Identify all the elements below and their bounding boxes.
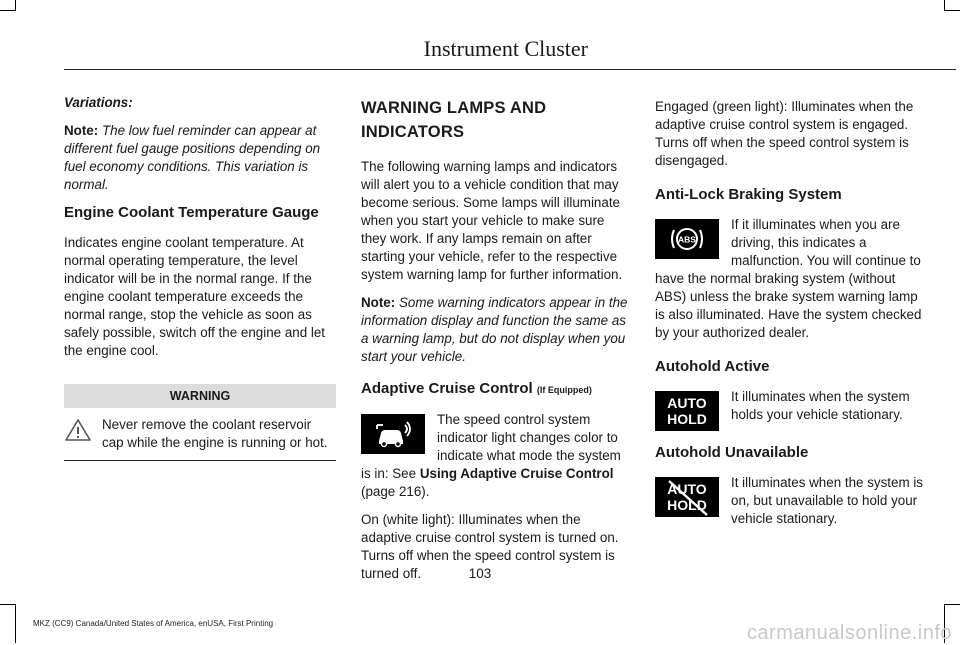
abs-icon: [655, 219, 719, 259]
abs-circle-icon: [667, 223, 707, 255]
header-rule: [64, 69, 956, 70]
abs-heading: Anti-Lock Braking System: [655, 186, 842, 203]
crop-mark: [15, 604, 16, 643]
page-title: Instrument Cluster: [423, 36, 588, 61]
autohold-text: It illuminates when the system holds your vehicle stationary.: [731, 389, 910, 422]
abs-icon-text: ABS: [678, 234, 696, 245]
column-3: [655, 98, 927, 538]
abs-paragraph: [655, 216, 927, 342]
slash-icon: [655, 477, 719, 517]
autohold-paragraph: [655, 388, 927, 428]
intro-text: The following warning lamps and indicators will alert you to a vehicle condition that may become serious. Some lamps will illuminate when you start your vehicle to make sure they work. If any lamps remain on after starting your vehicle, refer to the respective system warning lamp for further information.: [361, 159, 623, 282]
autohold-icon-line1: AUTO: [667, 395, 707, 411]
acc-paragraph: [361, 411, 633, 501]
acc-heading-text: Adaptive Cruise Control: [361, 380, 533, 397]
adaptive-cruise-icon: [361, 414, 425, 454]
autohold-heading: Autohold Active: [655, 358, 770, 375]
white-light-text: On (white light): Illuminates when the adaptive cruise control system is turned on. Turns off when the speed control system is turned off.: [361, 512, 619, 581]
crop-mark: [0, 10, 16, 11]
note-paragraph-2: [361, 294, 633, 366]
warning-triangle-icon: [64, 418, 92, 442]
crop-mark: [944, 10, 960, 11]
crop-mark: [15, 0, 16, 11]
footer-text: MKZ (CC9) Canada/United States of America, enUSA, First Printing: [33, 619, 274, 628]
car-with-radar-icon: [373, 419, 413, 449]
column-1: [64, 94, 336, 461]
note-label-2: Note:: [361, 295, 396, 310]
unavailable-paragraph: [655, 474, 927, 528]
autohold-icon-line2: HOLD: [667, 411, 707, 427]
section-heading-line2: INDICATORS: [361, 123, 465, 141]
section-heading-line1: WARNING LAMPS AND: [361, 99, 547, 117]
unavailable-text: It illuminates when the system is on, but unavailable to hold your vehicle stationary.: [731, 475, 924, 526]
crop-mark: [944, 604, 960, 605]
section-heading: [361, 96, 633, 144]
note-text-2: Some warning indicators appear in the information display and function the same as a warning lamp, but do not display when you start your vehicle.: [361, 295, 628, 364]
coolant-heading: Engine Coolant Temperature Gauge: [64, 204, 319, 221]
acc-text: The speed control system indicator light changes color to indicate what mode the system is in: See: [361, 412, 621, 481]
autohold-icon: [655, 391, 719, 431]
crop-mark: [944, 0, 945, 11]
engaged-text: Engaged (green light): Illuminates when the adaptive cruise control system is engaged. Turns off when the speed control system is disengaged.: [655, 99, 914, 168]
variations-label: Variations:: [64, 95, 133, 110]
note-paragraph: [64, 122, 336, 194]
unavailable-heading: Autohold Unavailable: [655, 444, 809, 461]
acc-qualifier: (If Equipped): [536, 385, 592, 395]
crop-mark: [0, 604, 16, 605]
warning-bar: WARNING: [64, 384, 336, 408]
warning-box: [64, 416, 336, 461]
column-2: [361, 96, 633, 593]
acc-page-ref: (page 216).: [361, 484, 430, 499]
page-number: 103: [468, 566, 492, 581]
unavailable-icon-line2: HOLD: [667, 497, 707, 513]
acc-link[interactable]: Using Adaptive Cruise Control: [419, 466, 614, 481]
abs-text: If it illuminates when you are driving, this indicates a malfunction. You will continue to have the normal braking system (without ABS) unless the brake system warning lamp is also illuminated. Have the system checked by your authorized dealer.: [655, 217, 922, 340]
autohold-unavailable-icon: [655, 477, 719, 517]
note-label: Note:: [64, 123, 99, 138]
acc-heading: [361, 380, 633, 399]
note-text: The low fuel reminder can appear at different fuel gauge positions depending on fuel economy conditions. This variation is normal.: [64, 123, 321, 192]
watermark: carmanualsonline.info: [746, 622, 952, 644]
warning-text: Never remove the coolant reservoir cap while the engine is running or hot.: [102, 417, 328, 450]
unavailable-icon-line1: AUTO: [667, 481, 707, 497]
coolant-text: Indicates engine coolant temperature. At normal operating temperature, the level indicator will be in the normal range. If the engine coolant temperature exceeds the normal range, stop the vehicle as soon as safely possible, switch off the engine and let the engine cool.: [64, 235, 326, 358]
